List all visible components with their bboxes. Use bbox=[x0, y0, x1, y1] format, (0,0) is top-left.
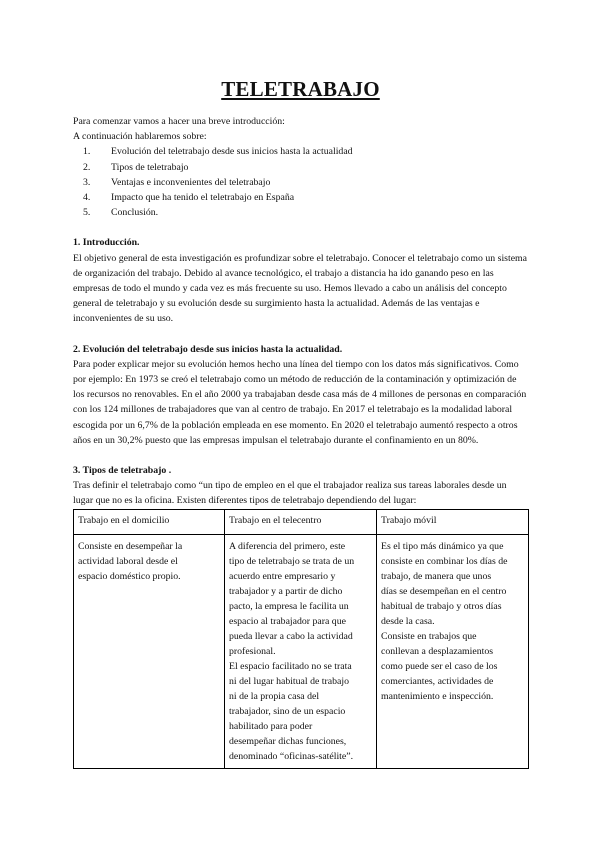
cell-telecentro-text: A diferencia del primero, este tipo de teletrabajo se trata de un acuerdo entre empresario y trabajador y a partir de dicho pacto, la empresa le facilita un espacio al trabajador para que pueda llevar a cabo la actividad profesional. bbox=[229, 540, 355, 657]
table-row bbox=[74, 534, 529, 768]
topic-number: 3. bbox=[83, 176, 91, 188]
section-2-heading: 2. Evolución del teletrabajo desde sus inicios hasta la actualidad. bbox=[73, 343, 343, 355]
topic-label: Evolución del teletrabajo desde sus inicios hasta la actualidad bbox=[111, 146, 353, 158]
table-cell bbox=[225, 534, 377, 768]
intro-line-1: Para comenzar vamos a hacer una breve introducción: bbox=[73, 116, 285, 127]
topic-label: Impacto que ha tenido el teletrabajo en España bbox=[111, 191, 295, 203]
section-3-heading: 3. Tipos de teletrabajo . bbox=[73, 464, 172, 476]
cell-movil-text: Es el tipo más dinámico ya que consiste en combinar los días de trabajo, de manera que unos días se desempeñan en el centro habitual de trabajo y otros días desde la casa. bbox=[381, 540, 508, 627]
table-header-cell: Trabajo móvil bbox=[377, 509, 529, 534]
topic-item bbox=[73, 160, 528, 175]
section-3-body: Tras definir el teletrabajo como “un tipo de empleo en el que el trabajador realiza sus tareas laborales desde un lugar que no es la oficina. Existen diferentes tipos de teletrabajo dependiendo del lugar: bbox=[73, 480, 507, 507]
section-2-body: Para poder explicar mejor su evolución hemos hecho una línea del tiempo con los datos más significativos. Como por ejemplo: En 1973 se creó el teletrabajo como un método de reducción de la contaminación y optimización de los recursos no renovables. En el año 2000 ya trabajaban desde casa más de 4 millones de personas en comparación con los 124 millones de trabajadores que van al centro de trabajo. En 2017 el teletrabajo es la modalidad laboral escogida por un 6,7% de la población empleada en ese momento. En 2020 el teletrabajo aumentó respecto a otros años en un 30,2% puesto que las empresas impulsan el teletrabajo durante el confinamiento en un 80%. bbox=[73, 358, 527, 446]
topic-item bbox=[73, 175, 528, 190]
teletrabajo-types-table bbox=[73, 509, 529, 769]
section-1-body: El objetivo general de esta investigación es profundizar sobre el teletrabajo. Conocer el teletrabajo como un sistema de organización del trabajo. Debido al avance tecnológico, el trabajo a distancia ha ido ganando peso en las empresas de todo el mundo y cada vez es más frecuente su uso. Hemos llevado a cabo un análisis del concepto general de teletrabajo y su evolución desde su surgimiento hasta la actualidad. Además de las ventajas e inconvenientes de su uso. bbox=[73, 252, 528, 325]
topic-number: 1. bbox=[83, 146, 91, 158]
table-cell bbox=[74, 534, 225, 768]
table-header-cell: Trabajo en el telecentro bbox=[225, 509, 377, 534]
section-1-heading: 1. Introducción. bbox=[73, 237, 140, 249]
topic-item bbox=[73, 144, 528, 159]
topic-item bbox=[73, 205, 528, 220]
table-cell bbox=[377, 534, 529, 768]
table-header-cell: Trabajo en el domicilio bbox=[74, 509, 225, 534]
topic-number: 2. bbox=[83, 161, 91, 173]
intro-block bbox=[73, 114, 528, 220]
topic-number: 5. bbox=[83, 207, 91, 219]
cell-movil-extra: Consiste en trabajos que conllevan a desplazamientos como puede ser el caso de los comerciantes, actividades de mantenimiento e inspección. bbox=[381, 630, 498, 702]
document-page bbox=[73, 68, 528, 769]
document-title: TELETRABAJO bbox=[221, 77, 380, 101]
topic-number: 4. bbox=[83, 191, 91, 203]
cell-domicilio-text: Consiste en desempeñar la actividad laboral desde el espacio doméstico propio. bbox=[78, 540, 183, 582]
topics-list bbox=[73, 144, 528, 220]
table-header-row bbox=[74, 509, 529, 534]
topic-label: Conclusión. bbox=[111, 207, 159, 219]
topic-label: Tipos de teletrabajo bbox=[111, 161, 189, 173]
cell-telecentro-extra: El espacio facilitado no se trata ni del lugar habitual de trabajo ni de la propia casa del trabajador, sino de un espacio habilitado para poder desempeñar dichas funciones, denominado “oficinas-satélite”. bbox=[229, 660, 354, 762]
intro-line-2: A continuación hablaremos sobre: bbox=[73, 131, 207, 143]
topic-item bbox=[73, 190, 528, 205]
topic-label: Ventajas e inconvenientes del teletrabajo bbox=[111, 176, 271, 188]
